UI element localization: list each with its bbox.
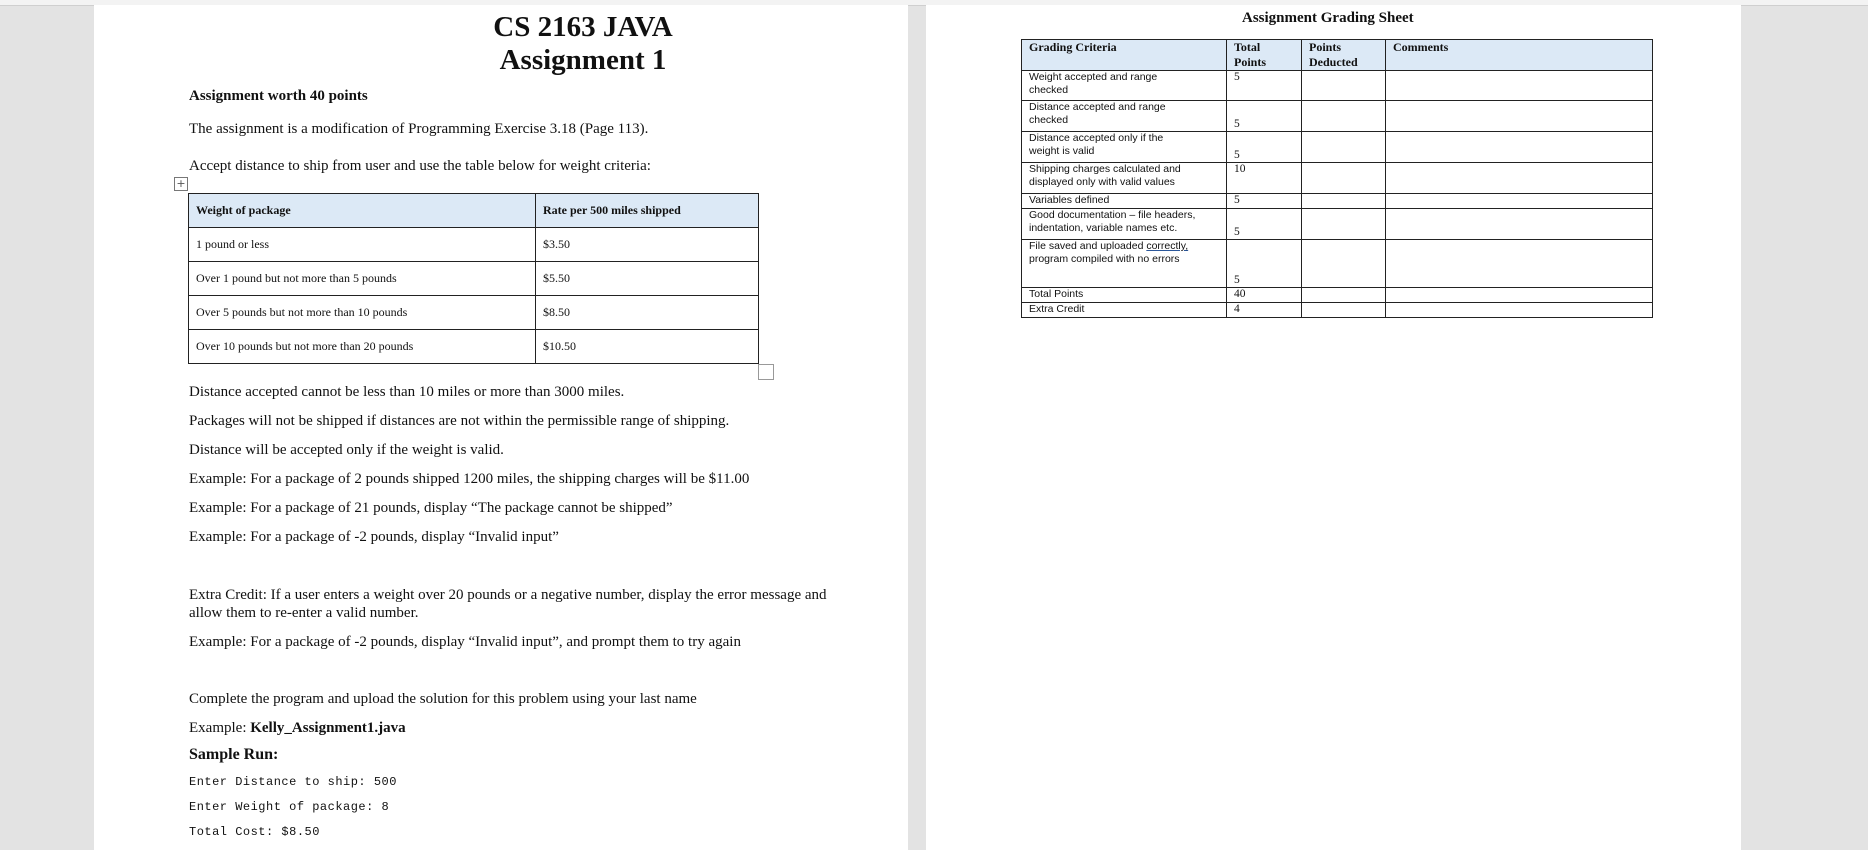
- total-points-cell: 5: [1227, 194, 1302, 209]
- criteria-line: Shipping charges calculated and: [1029, 163, 1181, 175]
- total-points-cell: 5: [1227, 240, 1302, 288]
- criteria-line: indentation, variable names etc.: [1029, 222, 1178, 234]
- comments-cell[interactable]: [1386, 240, 1653, 288]
- rule-text: Distance accepted cannot be less than 10 miles or more than 3000 miles.: [189, 384, 625, 400]
- grading-header-row: [1022, 40, 1653, 71]
- rule-text: Example: For a package of -2 pounds, display “Invalid input”: [189, 529, 559, 545]
- table-row: [1022, 194, 1653, 209]
- criteria-cell: [1022, 163, 1227, 194]
- points-deducted-cell[interactable]: [1302, 288, 1386, 303]
- points-deducted-cell[interactable]: [1302, 194, 1386, 209]
- upload-instruction: Complete the program and upload the solution for this problem using your last name: [189, 691, 697, 707]
- table-row: [1022, 132, 1653, 163]
- rate-table-header-row: [189, 194, 759, 228]
- rule-text: Example: For a package of 21 pounds, display “The package cannot be shipped”: [189, 500, 673, 516]
- table-row: [189, 228, 759, 262]
- table-row: [1022, 71, 1653, 101]
- table-row: [1022, 288, 1653, 303]
- total-points-cell: 5: [1227, 101, 1302, 132]
- total-points-cell: 5: [1227, 209, 1302, 240]
- criteria-cell: [1022, 240, 1227, 288]
- header-deducted-line1: Points: [1309, 40, 1342, 54]
- criteria-cell: [1022, 209, 1227, 240]
- total-points-cell: 5: [1227, 132, 1302, 163]
- rate-table: [188, 193, 759, 364]
- filename: Kelly_Assignment1.java: [250, 720, 406, 736]
- points-deducted-cell[interactable]: [1302, 303, 1386, 318]
- table-resize-handle[interactable]: [758, 364, 774, 380]
- points-deducted-cell[interactable]: [1302, 132, 1386, 163]
- points-worth: Assignment worth 40 points: [189, 88, 368, 104]
- sample-run-line: Enter Distance to ship: 500: [189, 775, 397, 789]
- header-grading-criteria: Grading Criteria: [1022, 40, 1227, 71]
- intro-paragraph: The assignment is a modification of Programming Exercise 3.18 (Page 113).: [189, 121, 649, 137]
- total-points-cell: 4: [1227, 303, 1302, 318]
- total-points-cell: 5: [1227, 71, 1302, 101]
- table-row: [189, 262, 759, 296]
- criteria-line: Weight accepted and range: [1029, 71, 1158, 83]
- criteria-line: File saved and uploaded: [1029, 240, 1147, 252]
- table-intro: Accept distance to ship from user and use the table below for weight criteria:: [189, 158, 651, 174]
- comments-cell[interactable]: [1386, 194, 1653, 209]
- comments-cell[interactable]: [1386, 71, 1653, 101]
- filename-example: [189, 720, 406, 737]
- filename-prefix: Example:: [189, 720, 251, 736]
- criteria-line: displayed only with valid values: [1029, 176, 1175, 188]
- table-move-handle-icon[interactable]: +: [174, 177, 188, 191]
- grading-sheet-title: Assignment Grading Sheet: [1242, 10, 1414, 26]
- document-page-1: [94, 5, 908, 850]
- criteria-cell: Extra Credit: [1022, 303, 1227, 318]
- criteria-cell: [1022, 101, 1227, 132]
- rate-table-cell: Over 10 pounds but not more than 20 pounds: [189, 330, 536, 364]
- points-deducted-cell[interactable]: [1302, 240, 1386, 288]
- points-deducted-cell[interactable]: [1302, 163, 1386, 194]
- header-points-deducted: [1302, 40, 1386, 71]
- criteria-line: weight is valid: [1029, 145, 1095, 157]
- total-points-cell: 40: [1227, 288, 1302, 303]
- rule-text: Distance will be accepted only if the weight is valid.: [189, 442, 504, 458]
- spellcheck-underlined-word[interactable]: correctly,: [1146, 240, 1189, 252]
- sample-run-line: Total Cost: $8.50: [189, 825, 320, 839]
- header-deducted-line2: Deducted: [1309, 55, 1358, 69]
- comments-cell[interactable]: [1386, 209, 1653, 240]
- criteria-line: checked: [1029, 84, 1069, 96]
- rule-text: Example: For a package of 2 pounds shipped 1200 miles, the shipping charges will be $11.00: [189, 471, 750, 487]
- rate-table-cell: $5.50: [536, 262, 759, 296]
- extra-credit-line-2: allow them to re-enter a valid number.: [189, 605, 419, 621]
- rate-table-header: Rate per 500 miles shipped: [536, 194, 759, 228]
- criteria-line: program compiled with no errors: [1029, 253, 1180, 265]
- criteria-line: Good documentation – file headers,: [1029, 209, 1196, 221]
- comments-cell[interactable]: [1386, 303, 1653, 318]
- extra-credit-line-1: Extra Credit: If a user enters a weight over 20 pounds or a negative number, display the error message and: [189, 587, 827, 603]
- rate-table-header: Weight of package: [189, 194, 536, 228]
- table-row: [189, 296, 759, 330]
- rate-table-cell: $8.50: [536, 296, 759, 330]
- criteria-cell: [1022, 71, 1227, 101]
- rate-table-cell: Over 1 pound but not more than 5 pounds: [189, 262, 536, 296]
- title-line-1: CS 2163 JAVA: [493, 11, 673, 43]
- criteria-cell: Variables defined: [1022, 194, 1227, 209]
- points-deducted-cell[interactable]: [1302, 209, 1386, 240]
- points-deducted-cell[interactable]: [1302, 71, 1386, 101]
- criteria-line: Distance accepted only if the: [1029, 132, 1164, 144]
- rate-table-cell: 1 pound or less: [189, 228, 536, 262]
- document-title: [183, 11, 908, 77]
- rate-table-cell: Over 5 pounds but not more than 10 pounds: [189, 296, 536, 330]
- criteria-cell: Total Points: [1022, 288, 1227, 303]
- extra-credit-example: Example: For a package of -2 pounds, display “Invalid input”, and prompt them to try again: [189, 634, 741, 650]
- points-deducted-cell[interactable]: [1302, 101, 1386, 132]
- comments-cell[interactable]: [1386, 288, 1653, 303]
- table-row: [1022, 209, 1653, 240]
- header-total-line2: Points: [1234, 55, 1267, 69]
- comments-cell[interactable]: [1386, 101, 1653, 132]
- table-row: [1022, 303, 1653, 318]
- rule-text: Packages will not be shipped if distances are not within the permissible range of shipping.: [189, 413, 730, 429]
- rate-table-cell: $3.50: [536, 228, 759, 262]
- total-points-cell: 10: [1227, 163, 1302, 194]
- table-row: [1022, 240, 1653, 288]
- criteria-line: Distance accepted and range: [1029, 101, 1166, 113]
- header-total-points: [1227, 40, 1302, 71]
- header-total-line1: Total: [1234, 40, 1261, 54]
- sample-run-heading: Sample Run:: [189, 746, 279, 763]
- grading-table: [1021, 39, 1653, 318]
- comments-cell[interactable]: [1386, 132, 1653, 163]
- sample-run-line: Enter Weight of package: 8: [189, 800, 390, 814]
- criteria-cell: [1022, 132, 1227, 163]
- title-line-2: Assignment 1: [499, 44, 667, 76]
- table-row: [189, 330, 759, 364]
- rate-table-cell: $10.50: [536, 330, 759, 364]
- table-row: [1022, 163, 1653, 194]
- document-page-2: [926, 5, 1741, 850]
- header-comments: Comments: [1386, 40, 1653, 71]
- comments-cell[interactable]: [1386, 163, 1653, 194]
- criteria-line: checked: [1029, 114, 1069, 126]
- table-row: [1022, 101, 1653, 132]
